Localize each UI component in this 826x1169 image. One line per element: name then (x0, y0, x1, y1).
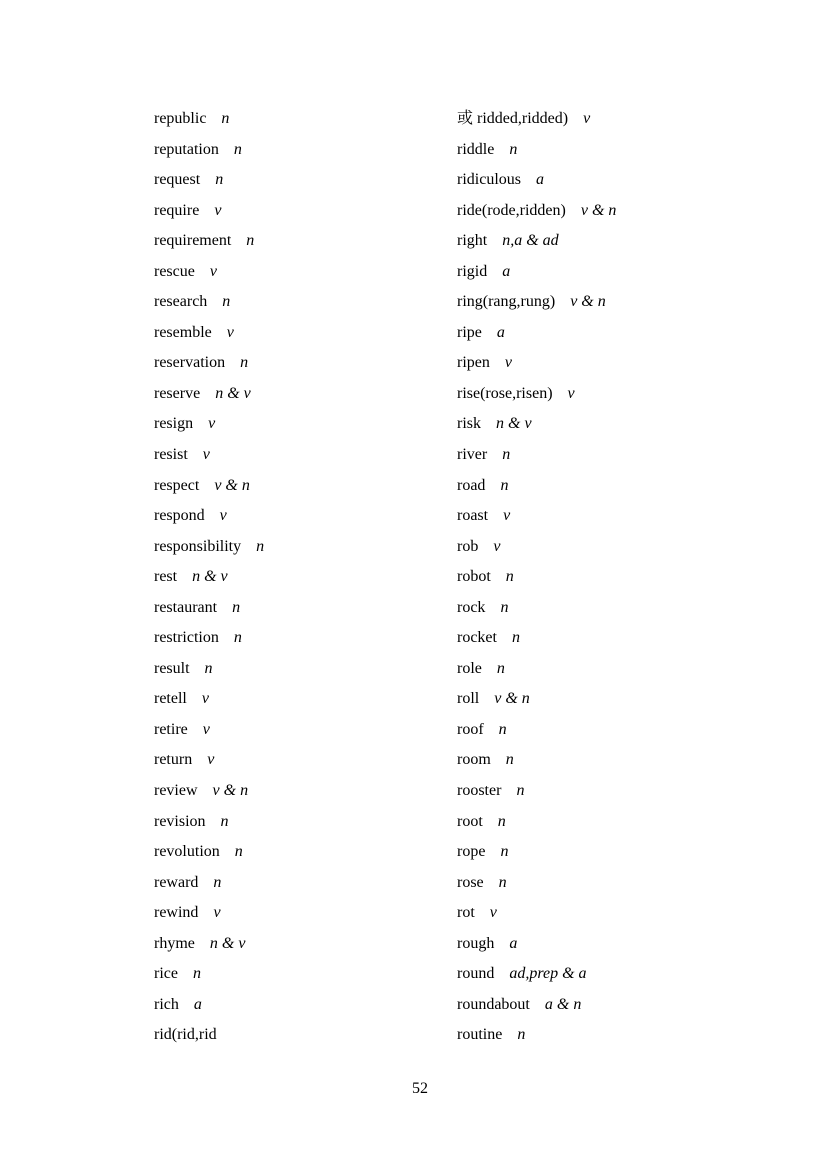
entry-pos: n (516, 782, 525, 800)
entry-pos: v (213, 904, 221, 922)
entry-word: reputation (154, 140, 219, 158)
vocab-entry (154, 104, 264, 135)
entry-word: responsibility (154, 537, 242, 555)
entry-pos: v (202, 446, 210, 464)
entry-pos: v (583, 110, 591, 127)
entry-pos: n (500, 476, 509, 494)
vocab-entry (457, 409, 616, 440)
entry-word: rope (457, 843, 486, 861)
entry-pos: v (209, 262, 217, 280)
entry-pos: n,a & ad (502, 232, 559, 250)
entry-word: routine (457, 1026, 503, 1044)
entry-word: riddle (457, 140, 495, 158)
entry-pos: a (193, 995, 202, 1013)
entry-pos: n (192, 965, 201, 983)
vocab-entry (154, 898, 264, 929)
vocab-entry (457, 776, 616, 807)
vocab-entry (457, 287, 616, 318)
entry-word: rich (154, 995, 179, 1013)
entry-word: rescue (154, 262, 195, 280)
vocab-entry (457, 226, 616, 257)
entry-word: resemble (154, 323, 212, 341)
entry-word: root (457, 812, 483, 830)
entry-word: reward (154, 873, 199, 891)
vocab-entry (154, 532, 264, 563)
entry-word: right (457, 232, 488, 250)
vocab-entry (154, 868, 264, 899)
vocab-entry (457, 715, 616, 746)
entry-word: require (154, 201, 200, 219)
vocab-entry (457, 379, 616, 410)
entry-pos: v & n (494, 690, 530, 708)
entry-pos: v (489, 904, 497, 922)
entry-pos: v (214, 201, 222, 219)
vocab-entry (154, 837, 264, 868)
entry-pos: n (221, 110, 230, 127)
vocab-entry (457, 623, 616, 654)
vocab-entry (457, 837, 616, 868)
vocab-entry (154, 654, 264, 685)
entry-word: round (457, 965, 495, 983)
entry-pos: v (219, 507, 227, 525)
entry-pos: n (233, 140, 242, 158)
entry-word: restaurant (154, 598, 218, 616)
entry-pos: n (498, 873, 507, 891)
entry-word: rocket (457, 629, 497, 647)
entry-pos: n (497, 812, 506, 830)
vocab-entry (154, 226, 264, 257)
entry-word: retell (154, 690, 187, 708)
vocab-entry (154, 257, 264, 288)
vocab-entry (154, 776, 264, 807)
vocab-entry (457, 257, 616, 288)
entry-word: research (154, 293, 208, 311)
entry-pos: a (502, 262, 511, 280)
vocab-entry (457, 318, 616, 349)
entry-pos: n (222, 293, 231, 311)
entry-pos: v (208, 415, 216, 433)
vocab-entry (457, 654, 616, 685)
vocab-entry (457, 348, 616, 379)
entry-word: restriction (154, 629, 219, 647)
entry-word: return (154, 751, 193, 769)
vocab-entry (154, 440, 264, 471)
vocab-entry (154, 959, 264, 990)
entry-pos: v (504, 354, 512, 372)
entry-word: rice (154, 965, 178, 983)
vocab-entry (154, 593, 264, 624)
entry-pos: v & n (580, 201, 617, 219)
entry-word: roast (457, 507, 489, 525)
entry-word: road (457, 476, 486, 494)
entry-pos: n (505, 751, 514, 769)
entry-pos: v (207, 751, 215, 769)
entry-word: revision (154, 812, 206, 830)
entry-pos: n (213, 873, 222, 891)
entry-pos: n (215, 171, 224, 189)
vocab-entry (457, 684, 616, 715)
vocab-entry (154, 562, 264, 593)
entry-word: ripen (457, 354, 490, 372)
entry-word: ride(rode,ridden) (457, 201, 566, 219)
entry-pos: n (204, 659, 213, 677)
entry-word: revolution (154, 843, 220, 861)
entry-pos: v (567, 384, 575, 402)
vocab-entry (457, 1020, 616, 1051)
entry-word: requirement (154, 232, 232, 250)
entry-pos: n (234, 843, 243, 861)
vocab-entry (457, 501, 616, 532)
vocab-entry (154, 196, 264, 227)
vocab-entry (154, 990, 264, 1021)
vocab-entry (457, 165, 616, 196)
entry-pos: n (232, 598, 241, 616)
entry-pos: n (498, 720, 507, 738)
vocab-entry (154, 1020, 264, 1051)
vocab-entry (154, 165, 264, 196)
vocab-entry (154, 715, 264, 746)
vocab-entry (457, 135, 616, 166)
entry-word: rose (457, 873, 484, 891)
entry-pos: n (505, 568, 514, 586)
entry-pos: n & v (496, 415, 532, 433)
entry-pos: n (502, 446, 511, 464)
entry-word: rigid (457, 262, 488, 280)
entry-word: room (457, 751, 491, 769)
entry-word: rhyme (154, 934, 195, 952)
entry-word: ripe (457, 323, 482, 341)
vocab-entry (154, 684, 264, 715)
entry-word: retire (154, 720, 188, 738)
entry-word: robot (457, 568, 491, 586)
vocab-entry (457, 532, 616, 563)
entry-pos: n (246, 232, 255, 250)
entry-pos: v (202, 720, 210, 738)
vocab-entry (457, 929, 616, 960)
entry-pos: a (536, 171, 544, 189)
entry-word: rough (457, 934, 495, 952)
vocab-entry (457, 104, 616, 135)
vocab-entry (154, 318, 264, 349)
vocab-entry (457, 196, 616, 227)
entry-pos: v (226, 323, 234, 341)
vocab-column-right (457, 104, 616, 1051)
entry-pos: a & n (544, 995, 582, 1013)
entry-pos: n (511, 629, 520, 647)
vocab-entry (457, 868, 616, 899)
vocab-entry (457, 745, 616, 776)
entry-pos: n (500, 598, 509, 616)
entry-pos: v (503, 507, 511, 525)
vocab-entry (457, 898, 616, 929)
entry-pos: n & v (215, 384, 251, 402)
entry-word: river (457, 446, 488, 464)
entry-pos: n (240, 354, 249, 372)
entry-pos: v & n (570, 293, 606, 311)
vocab-entry (154, 623, 264, 654)
entry-pos: a (509, 934, 518, 952)
entry-pos: v & n (212, 782, 249, 800)
vocab-entry (154, 409, 264, 440)
entry-word: republic (154, 110, 207, 127)
page-number: 52 (412, 1080, 428, 1097)
entry-pos: a (496, 323, 505, 341)
vocab-entry (457, 440, 616, 471)
entry-pos: n & v (192, 568, 228, 586)
vocab-entry (457, 593, 616, 624)
vocab-entry (154, 379, 264, 410)
vocab-entry (154, 135, 264, 166)
entry-word: resign (154, 415, 194, 433)
vocab-entry (154, 807, 264, 838)
entry-word: roll (457, 690, 480, 708)
entry-pos: ad,prep & a (509, 965, 587, 983)
entry-word: rewind (154, 904, 199, 922)
entry-pos: n (517, 1026, 526, 1044)
entry-pos: n & v (209, 934, 246, 952)
entry-word: rob (457, 537, 479, 555)
entry-word: respond (154, 507, 205, 525)
entry-pos: n (256, 537, 265, 555)
entry-word: rest (154, 568, 178, 586)
entry-pos: v & n (214, 476, 250, 494)
vocab-entry (457, 807, 616, 838)
entry-word: resist (154, 446, 188, 464)
vocab-entry (154, 501, 264, 532)
entry-word: roundabout (457, 995, 530, 1013)
entry-word: rock (457, 598, 486, 616)
vocab-column-left (154, 104, 264, 1051)
vocab-entry (154, 348, 264, 379)
entry-word: review (154, 782, 198, 800)
entry-word: reserve (154, 384, 201, 402)
entry-word: roof (457, 720, 484, 738)
entry-word: rooster (457, 782, 502, 800)
vocab-entry (154, 745, 264, 776)
entry-pos: n (220, 812, 229, 830)
entry-word: reservation (154, 354, 226, 372)
entry-word: request (154, 171, 201, 189)
entry-word: result (154, 659, 190, 677)
entry-pos: n (496, 659, 505, 677)
vocab-entry (457, 959, 616, 990)
entry-pos: v (493, 537, 501, 555)
vocab-entry (457, 562, 616, 593)
vocab-entry (154, 287, 264, 318)
entry-word: 或 ridded,ridded) (457, 110, 569, 127)
vocab-entry (154, 929, 264, 960)
entry-word: ridiculous (457, 171, 521, 189)
entry-word: rot (457, 904, 475, 922)
vocab-entry (457, 471, 616, 502)
vocab-entry (457, 990, 616, 1021)
entry-word: rise(rose,risen) (457, 384, 553, 402)
entry-word: role (457, 659, 482, 677)
entry-word: rid(rid,rid (154, 1026, 217, 1044)
entry-word: respect (154, 476, 200, 494)
vocab-entry (154, 471, 264, 502)
entry-pos: v (201, 690, 209, 708)
entry-word: risk (457, 415, 481, 433)
entry-pos: n (500, 843, 509, 861)
entry-pos: n (233, 629, 242, 647)
entry-word: ring(rang,rung) (457, 293, 556, 311)
entry-pos: n (509, 140, 518, 158)
